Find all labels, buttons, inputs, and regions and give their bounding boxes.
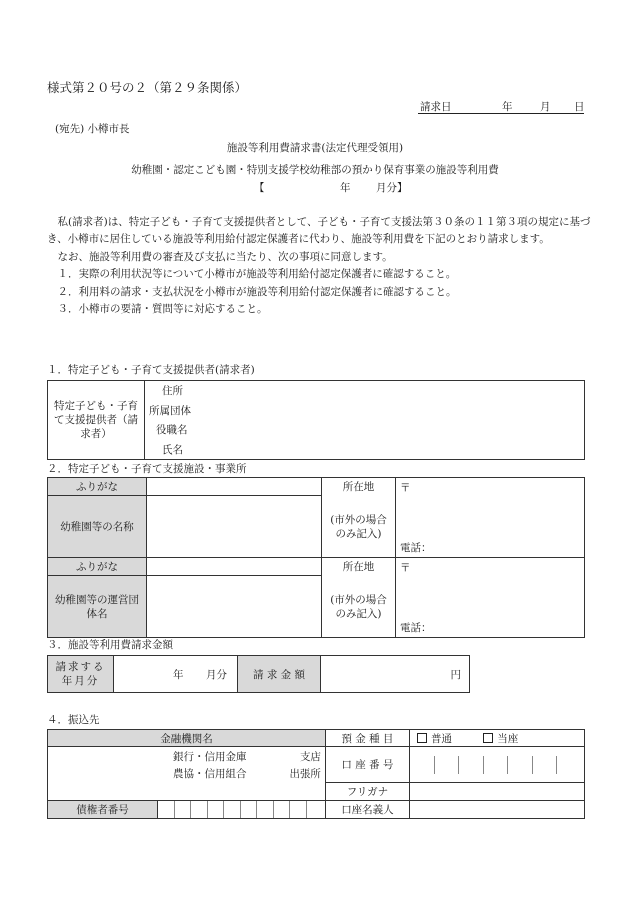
yen-label: 円 (450, 668, 461, 681)
facility-furigana-label: ふりがな (48, 478, 147, 496)
deposit-type-label: 預 金 種 目 (325, 730, 409, 747)
period-year-label: 年 (340, 182, 351, 194)
operator-furigana-label: ふりがな (48, 558, 147, 576)
form-title: 施設等利用費請求書(法定代理受領用) (226, 142, 404, 154)
amount-table (47, 655, 470, 693)
facility-outside-note: (市外の場合のみ記入) (330, 514, 387, 540)
ordinary-checkbox[interactable] (417, 733, 452, 745)
operator-location-field[interactable] (396, 558, 585, 638)
account-holder-field[interactable] (409, 801, 584, 819)
provider-table (47, 380, 585, 460)
organization-field-label: 所属団体 (149, 404, 191, 417)
period-field-year: 年 (173, 669, 184, 681)
request-period-field[interactable] (114, 656, 238, 693)
consent-item-1: １．実際の利用状況等について小樽市が施設等利用給付認定保護者に確認すること。 (47, 268, 457, 281)
creditor-number-field[interactable] (158, 801, 326, 819)
creditor-number-label: 債権者番号 (48, 801, 158, 819)
facility-name-field[interactable] (147, 496, 322, 558)
operator-name-label: 幼稚園等の運営団体名 (48, 576, 147, 638)
current-checkbox[interactable] (483, 733, 518, 745)
name-field-label: 氏名 (162, 443, 183, 456)
section1-heading: １．特定子ども・子育て支援提供者(請求者) (47, 364, 255, 376)
consent-item-2: ２．利用料の請求・支払状況を小樽市が施設等利用給付認定保護者に確認すること。 (47, 285, 457, 298)
branch-line1: 支店 (299, 751, 321, 763)
request-date-label: 請求日 (420, 101, 452, 113)
ordinary-label: 普通 (430, 732, 452, 745)
operator-furigana-field[interactable] (147, 558, 322, 576)
position-field-label: 役職名 (156, 424, 188, 437)
furigana-label: フリガナ (325, 783, 409, 801)
facility-table (47, 477, 585, 638)
period-month-label: 月分】 (376, 182, 408, 194)
operator-outside-note: (市外の場合のみ記入) (330, 594, 387, 620)
period-open-bracket: 【 (254, 182, 265, 194)
addressee: (宛先) 小樽市長 (55, 123, 130, 135)
institution-field[interactable] (48, 747, 326, 801)
amount-label: 請 求 金 額 (238, 656, 321, 693)
deposit-type-field (409, 730, 584, 747)
operator-phone-label: 電話： (400, 622, 432, 634)
institution-header: 金融機関名 (48, 730, 326, 747)
operator-postal-mark: 〒 (400, 562, 411, 574)
facility-location-label: 所在地 (342, 481, 375, 493)
operator-name-field[interactable] (147, 576, 322, 638)
furigana-field[interactable] (409, 783, 584, 801)
declaration-paragraph: 私(請求者)は、特定子ども・子育て支援提供者として、子ども・子育て支援法第３０条の１１第３項の規定に基づき、小樽市に居住している施設等利用給付認定保護者に代わり、施設等利用費を下記のとおり請求します。 (47, 216, 591, 246)
current-label: 当座 (497, 732, 519, 745)
address-field-label: 住所 (162, 385, 183, 398)
account-number-field[interactable] (409, 747, 584, 783)
day-label: 日 (574, 101, 585, 113)
operator-location-label: 所在地 (342, 561, 375, 573)
section4-heading: ４．振込先 (47, 714, 100, 726)
consent-paragraph: なお、施設等利用費の審査及び支払に当たり、次の事項に同意します。 (47, 250, 393, 263)
request-period-label: 請求する年月分 (48, 656, 114, 693)
facility-name-label: 幼稚園等の名称 (48, 496, 147, 558)
bank-table (47, 729, 585, 819)
account-number-label: 口 座 番 号 (325, 747, 409, 783)
year-label: 年 (502, 101, 513, 113)
section2-heading: ２．特定子ども・子育て支援施設・事業所 (47, 463, 247, 475)
declaration-text (47, 214, 592, 318)
section3-heading: ３．施設等利用費請求金額 (47, 639, 173, 651)
bank-types-line1: 銀行・信用金庫 (173, 751, 247, 763)
form-number: 様式第２０号の２（第２９条関係） (47, 80, 248, 95)
account-holder-label: 口座名義人 (325, 801, 409, 819)
amount-field[interactable] (321, 656, 470, 693)
form-subtitle: 幼稚園・認定こども園・特別支援学校幼稚部の預かり保育事業の施設等利用費 (131, 164, 499, 176)
period-field-month: 月分 (206, 669, 227, 681)
ordinary-checkbox-icon (417, 733, 427, 743)
bank-types-line2: 農協・信用組合 (173, 768, 247, 780)
facility-furigana-field[interactable] (147, 478, 322, 496)
request-date-line (418, 99, 584, 114)
facility-location-field[interactable] (396, 478, 585, 558)
facility-phone-label: 電話： (400, 542, 432, 554)
current-checkbox-icon (483, 733, 493, 743)
consent-item-3: ３．小樽市の要請・質問等に対応すること。 (47, 303, 268, 316)
month-label: 月 (540, 101, 551, 113)
branch-line2: 出張所 (289, 768, 321, 780)
facility-postal-mark: 〒 (400, 482, 411, 494)
provider-label: 特定子ども・子育て支援提供者（請求者） (48, 381, 145, 460)
